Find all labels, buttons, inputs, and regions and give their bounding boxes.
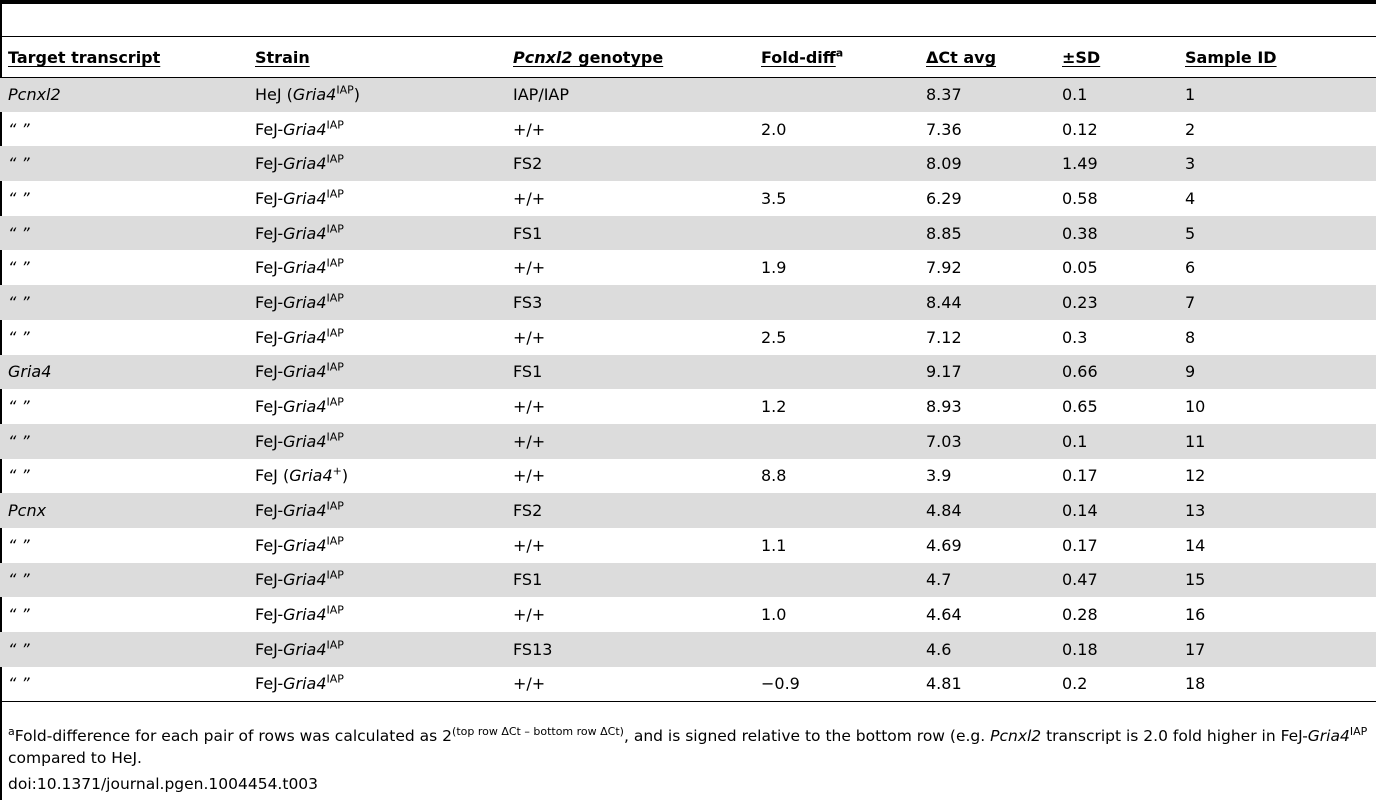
table-row: [0, 181, 1376, 216]
cell-strain: [247, 181, 505, 216]
strain-gene: Gria4: [283, 605, 327, 625]
strain-sup: +: [332, 465, 342, 479]
cell-dct-avg: 8.09: [926, 154, 962, 174]
strain-gene: Gria4: [283, 188, 327, 208]
cell-sd: 0.17: [1062, 535, 1098, 555]
cell-dct-avg: 4.64: [926, 605, 962, 625]
cell-sample-id: 18: [1185, 674, 1206, 694]
cell-sd: 0.2: [1062, 674, 1088, 694]
cell-target: “ ”: [8, 258, 30, 278]
cell-target: “ ”: [8, 397, 30, 417]
strain-gene: Gria4: [289, 466, 333, 486]
cell-target: “ ”: [8, 570, 30, 590]
strain-pre: FeJ-: [255, 605, 284, 625]
strain-gene: Gria4: [283, 535, 327, 555]
table-row: [0, 146, 1376, 181]
cell-dct-avg: 4.81: [926, 674, 962, 694]
cell-dct-avg: 4.84: [926, 501, 962, 521]
table-row: [0, 667, 1376, 702]
cell-dct-avg: 8.85: [926, 223, 962, 243]
cell-genotype: FS3: [513, 292, 543, 312]
cell-fold-diff: −0.9: [761, 674, 800, 694]
strain-gene: Gria4: [283, 154, 327, 174]
cell-dct-avg: 6.29: [926, 188, 962, 208]
cell-sd: 0.05: [1062, 258, 1098, 278]
cell-genotype: IAP/IAP: [513, 85, 570, 105]
footnote: $^a$Fold-difference for each pair of rows was calculated as $2^{(top row \Delta Ct - bottom row \Delta Ct)}$, and is signed relative to the bottom row (e.g. Pcnxl2 transcript is 2.0 fold higher in FeJ-$Gria4^{IAP}$ compared to HeJ.: [8, 724, 1368, 767]
cell-sd: 0.65: [1062, 397, 1098, 417]
strain-pre: FeJ-: [255, 258, 284, 278]
cell-fold-diff: 2.0: [761, 119, 787, 139]
strain-sup: IAP: [326, 152, 344, 166]
header-fold-diff: Fold-diff$^a$: [761, 46, 844, 67]
table-row: [0, 320, 1376, 355]
strain-pre: HeJ (: [255, 85, 293, 105]
header-strain: Strain: [255, 48, 310, 67]
cell-strain: [247, 389, 505, 424]
table-row: [0, 632, 1376, 667]
cell-target: “ ”: [8, 119, 30, 139]
strain-post: ): [353, 85, 360, 105]
cell-strain: [247, 528, 505, 563]
strain-gene: Gria4: [283, 362, 327, 382]
strain-gene: Gria4: [283, 397, 327, 417]
header-genotype: Pcnxl2 genotype: [513, 48, 664, 67]
cell-genotype: +/+: [513, 605, 546, 625]
cell-sd: 0.38: [1062, 223, 1098, 243]
strain-pre: FeJ-: [255, 188, 284, 208]
cell-sd: 0.23: [1062, 292, 1098, 312]
cell-dct-avg: 7.36: [926, 119, 962, 139]
cell-dct-avg: 4.7: [926, 570, 952, 590]
cell-sd: 0.66: [1062, 362, 1098, 382]
cell-dct-avg: 4.69: [926, 535, 962, 555]
header-sample-id: Sample ID: [1185, 48, 1277, 67]
cell-target: “ ”: [8, 431, 30, 451]
cell-target: “ ”: [8, 605, 30, 625]
strain-pre: FeJ (: [255, 466, 290, 486]
cell-sample-id: 17: [1185, 639, 1206, 659]
cell-sample-id: 6: [1185, 258, 1196, 278]
strain-sup: IAP: [326, 638, 344, 652]
cell-genotype: FS2: [513, 154, 543, 174]
strain-pre: FeJ-: [255, 570, 284, 590]
cell-sample-id: 16: [1185, 605, 1206, 625]
table-row: [0, 389, 1376, 424]
cell-strain: [247, 424, 505, 459]
cell-fold-diff: [753, 355, 918, 390]
cell-strain: [247, 493, 505, 528]
cell-target: “ ”: [8, 154, 30, 174]
header-sd: ±SD: [1062, 48, 1101, 67]
cell-sd: 0.3: [1062, 327, 1088, 347]
cell-genotype: FS1: [513, 570, 543, 590]
header-dct-avg: ΔCt avg: [926, 48, 997, 67]
table-container: [0, 36, 1376, 702]
cell-target: “ ”: [8, 223, 30, 243]
cell-strain: [247, 250, 505, 285]
cell-strain: [247, 632, 505, 667]
cell-dct-avg: 7.12: [926, 327, 962, 347]
cell-dct-avg: 3.9: [926, 466, 952, 486]
table-body: [0, 77, 1376, 701]
cell-dct-avg: 7.03: [926, 431, 962, 451]
cell-sd: 0.1: [1062, 431, 1088, 451]
strain-pre: FeJ-: [255, 223, 284, 243]
cell-fold-diff: 1.2: [761, 397, 787, 417]
table-row: [0, 355, 1376, 390]
cell-sd: 0.28: [1062, 605, 1098, 625]
strain-gene: Gria4: [283, 674, 327, 694]
data-table: [0, 37, 1376, 702]
strain-pre: FeJ-: [255, 327, 284, 347]
cell-dct-avg: 8.37: [926, 85, 962, 105]
strain-gene: Gria4: [283, 570, 327, 590]
cell-strain: [247, 146, 505, 181]
cell-sample-id: 14: [1185, 535, 1206, 555]
cell-sd: 0.58: [1062, 188, 1098, 208]
cell-target: “ ”: [8, 466, 30, 486]
table-row: [0, 216, 1376, 251]
cell-fold-diff: 2.5: [761, 327, 787, 347]
cell-genotype: +/+: [513, 431, 546, 451]
table-row: [0, 528, 1376, 563]
cell-target: “ ”: [8, 674, 30, 694]
cell-strain: [247, 320, 505, 355]
strain-sup: IAP: [326, 222, 344, 236]
strain-sup: IAP: [326, 534, 344, 548]
cell-sample-id: 2: [1185, 119, 1196, 139]
cell-strain: [247, 563, 505, 598]
cell-genotype: FS1: [513, 223, 543, 243]
cell-genotype: +/+: [513, 258, 546, 278]
strain-sup: IAP: [326, 326, 344, 340]
cell-target: “ ”: [8, 535, 30, 555]
cell-fold-diff: [753, 632, 918, 667]
cell-fold-diff: [753, 563, 918, 598]
cell-sample-id: 9: [1185, 362, 1196, 382]
table-row: [0, 424, 1376, 459]
table-row: [0, 493, 1376, 528]
strain-gene: Gria4: [283, 639, 327, 659]
strain-sup: IAP: [326, 430, 344, 444]
cell-genotype: +/+: [513, 674, 546, 694]
cell-sample-id: 4: [1185, 188, 1196, 208]
cell-fold-diff: [753, 146, 918, 181]
cell-dct-avg: 8.93: [926, 397, 962, 417]
cell-strain: [247, 667, 505, 702]
cell-strain: [247, 597, 505, 632]
cell-dct-avg: 9.17: [926, 362, 962, 382]
strain-sup: IAP: [326, 569, 344, 583]
cell-fold-diff: 1.1: [761, 535, 787, 555]
cell-sample-id: 5: [1185, 223, 1196, 243]
cell-fold-diff: 3.5: [761, 188, 787, 208]
strain-pre: FeJ-: [255, 292, 284, 312]
cell-sd: 0.47: [1062, 570, 1098, 590]
cell-genotype: +/+: [513, 397, 546, 417]
strain-gene: Gria4: [283, 258, 327, 278]
cell-target: Pcnx: [8, 501, 47, 521]
strain-sup: IAP: [326, 499, 344, 513]
cell-sd: 0.17: [1062, 466, 1098, 486]
table-row: [0, 597, 1376, 632]
cell-target: “ ”: [8, 327, 30, 347]
cell-target: Pcnxl2: [8, 85, 61, 105]
strain-sup: IAP: [336, 83, 354, 97]
cell-target: “ ”: [8, 292, 30, 312]
cell-fold-diff: 1.0: [761, 605, 787, 625]
strain-sup: IAP: [326, 395, 344, 409]
cell-sample-id: 8: [1185, 327, 1196, 347]
strain-sup: IAP: [326, 672, 344, 686]
strain-sup: IAP: [326, 187, 344, 201]
cell-sample-id: 15: [1185, 570, 1206, 590]
cell-genotype: +/+: [513, 327, 546, 347]
cell-target: Gria4: [8, 362, 52, 382]
strain-pre: FeJ-: [255, 535, 284, 555]
strain-pre: FeJ-: [255, 397, 284, 417]
cell-sd: 0.1: [1062, 85, 1088, 105]
strain-post: ): [341, 466, 349, 486]
cell-genotype: +/+: [513, 188, 546, 208]
cell-sample-id: 13: [1185, 501, 1206, 521]
strain-pre: FeJ-: [255, 431, 284, 451]
strain-pre: FeJ-: [255, 119, 284, 139]
top-rule: [0, 0, 1376, 4]
cell-fold-diff: [753, 424, 918, 459]
strain-pre: FeJ-: [255, 362, 284, 382]
cell-dct-avg: 8.44: [926, 292, 962, 312]
strain-sup: IAP: [326, 118, 344, 132]
strain-gene: Gria4: [283, 431, 327, 451]
cell-strain: [247, 112, 505, 147]
table-row: [0, 563, 1376, 598]
cell-target: “ ”: [8, 188, 30, 208]
cell-sd: 0.12: [1062, 119, 1098, 139]
strain-gene: Gria4: [283, 501, 327, 521]
cell-fold-diff: 1.9: [761, 258, 787, 278]
cell-target: “ ”: [8, 639, 30, 659]
cell-strain: [247, 355, 505, 390]
cell-sample-id: 3: [1185, 154, 1196, 174]
cell-fold-diff: [753, 285, 918, 320]
cell-sample-id: 10: [1185, 397, 1206, 417]
cell-sample-id: 12: [1185, 466, 1206, 486]
strain-gene: Gria4: [292, 85, 337, 105]
cell-sd: 0.18: [1062, 639, 1098, 659]
table-row: [0, 250, 1376, 285]
cell-fold-diff: [753, 493, 918, 528]
cell-fold-diff: 8.8: [761, 466, 787, 486]
cell-sample-id: 7: [1185, 292, 1196, 312]
strain-gene: Gria4: [283, 327, 327, 347]
cell-dct-avg: 7.92: [926, 258, 962, 278]
strain-gene: Gria4: [283, 292, 327, 312]
header-target-transcript: Target transcript: [8, 48, 161, 67]
cell-sample-id: 1: [1185, 85, 1196, 105]
strain-pre: FeJ-: [255, 154, 284, 174]
doi: doi:10.1371/journal.pgen.1004454.t003: [8, 775, 319, 793]
cell-sample-id: 11: [1185, 431, 1206, 451]
strain-pre: FeJ-: [255, 639, 284, 659]
cell-genotype: +/+: [513, 119, 546, 139]
header-row: [0, 37, 1376, 77]
cell-strain: [247, 285, 505, 320]
strain-pre: FeJ-: [255, 501, 284, 521]
cell-sd: 0.14: [1062, 501, 1098, 521]
cell-dct-avg: 4.6: [926, 639, 952, 659]
strain-sup: IAP: [326, 256, 344, 270]
cell-fold-diff: [753, 216, 918, 251]
cell-genotype: FS1: [513, 362, 543, 382]
cell-genotype: FS13: [513, 639, 553, 659]
cell-genotype: FS2: [513, 501, 543, 521]
cell-strain: [247, 459, 505, 494]
cell-sd: 1.49: [1062, 154, 1098, 174]
cell-genotype: +/+: [513, 466, 546, 486]
strain-gene: Gria4: [283, 223, 327, 243]
strain-sup: IAP: [326, 603, 344, 617]
strain-sup: IAP: [326, 361, 344, 375]
cell-fold-diff: [753, 77, 918, 112]
strain-pre: FeJ-: [255, 674, 284, 694]
strain-sup: IAP: [326, 291, 344, 305]
cell-genotype: +/+: [513, 535, 546, 555]
cell-strain: [247, 216, 505, 251]
table-row: [0, 459, 1376, 494]
table-row: [0, 285, 1376, 320]
table-row: [0, 77, 1376, 112]
cell-strain: [247, 77, 505, 112]
table-row: [0, 112, 1376, 147]
strain-gene: Gria4: [283, 119, 327, 139]
